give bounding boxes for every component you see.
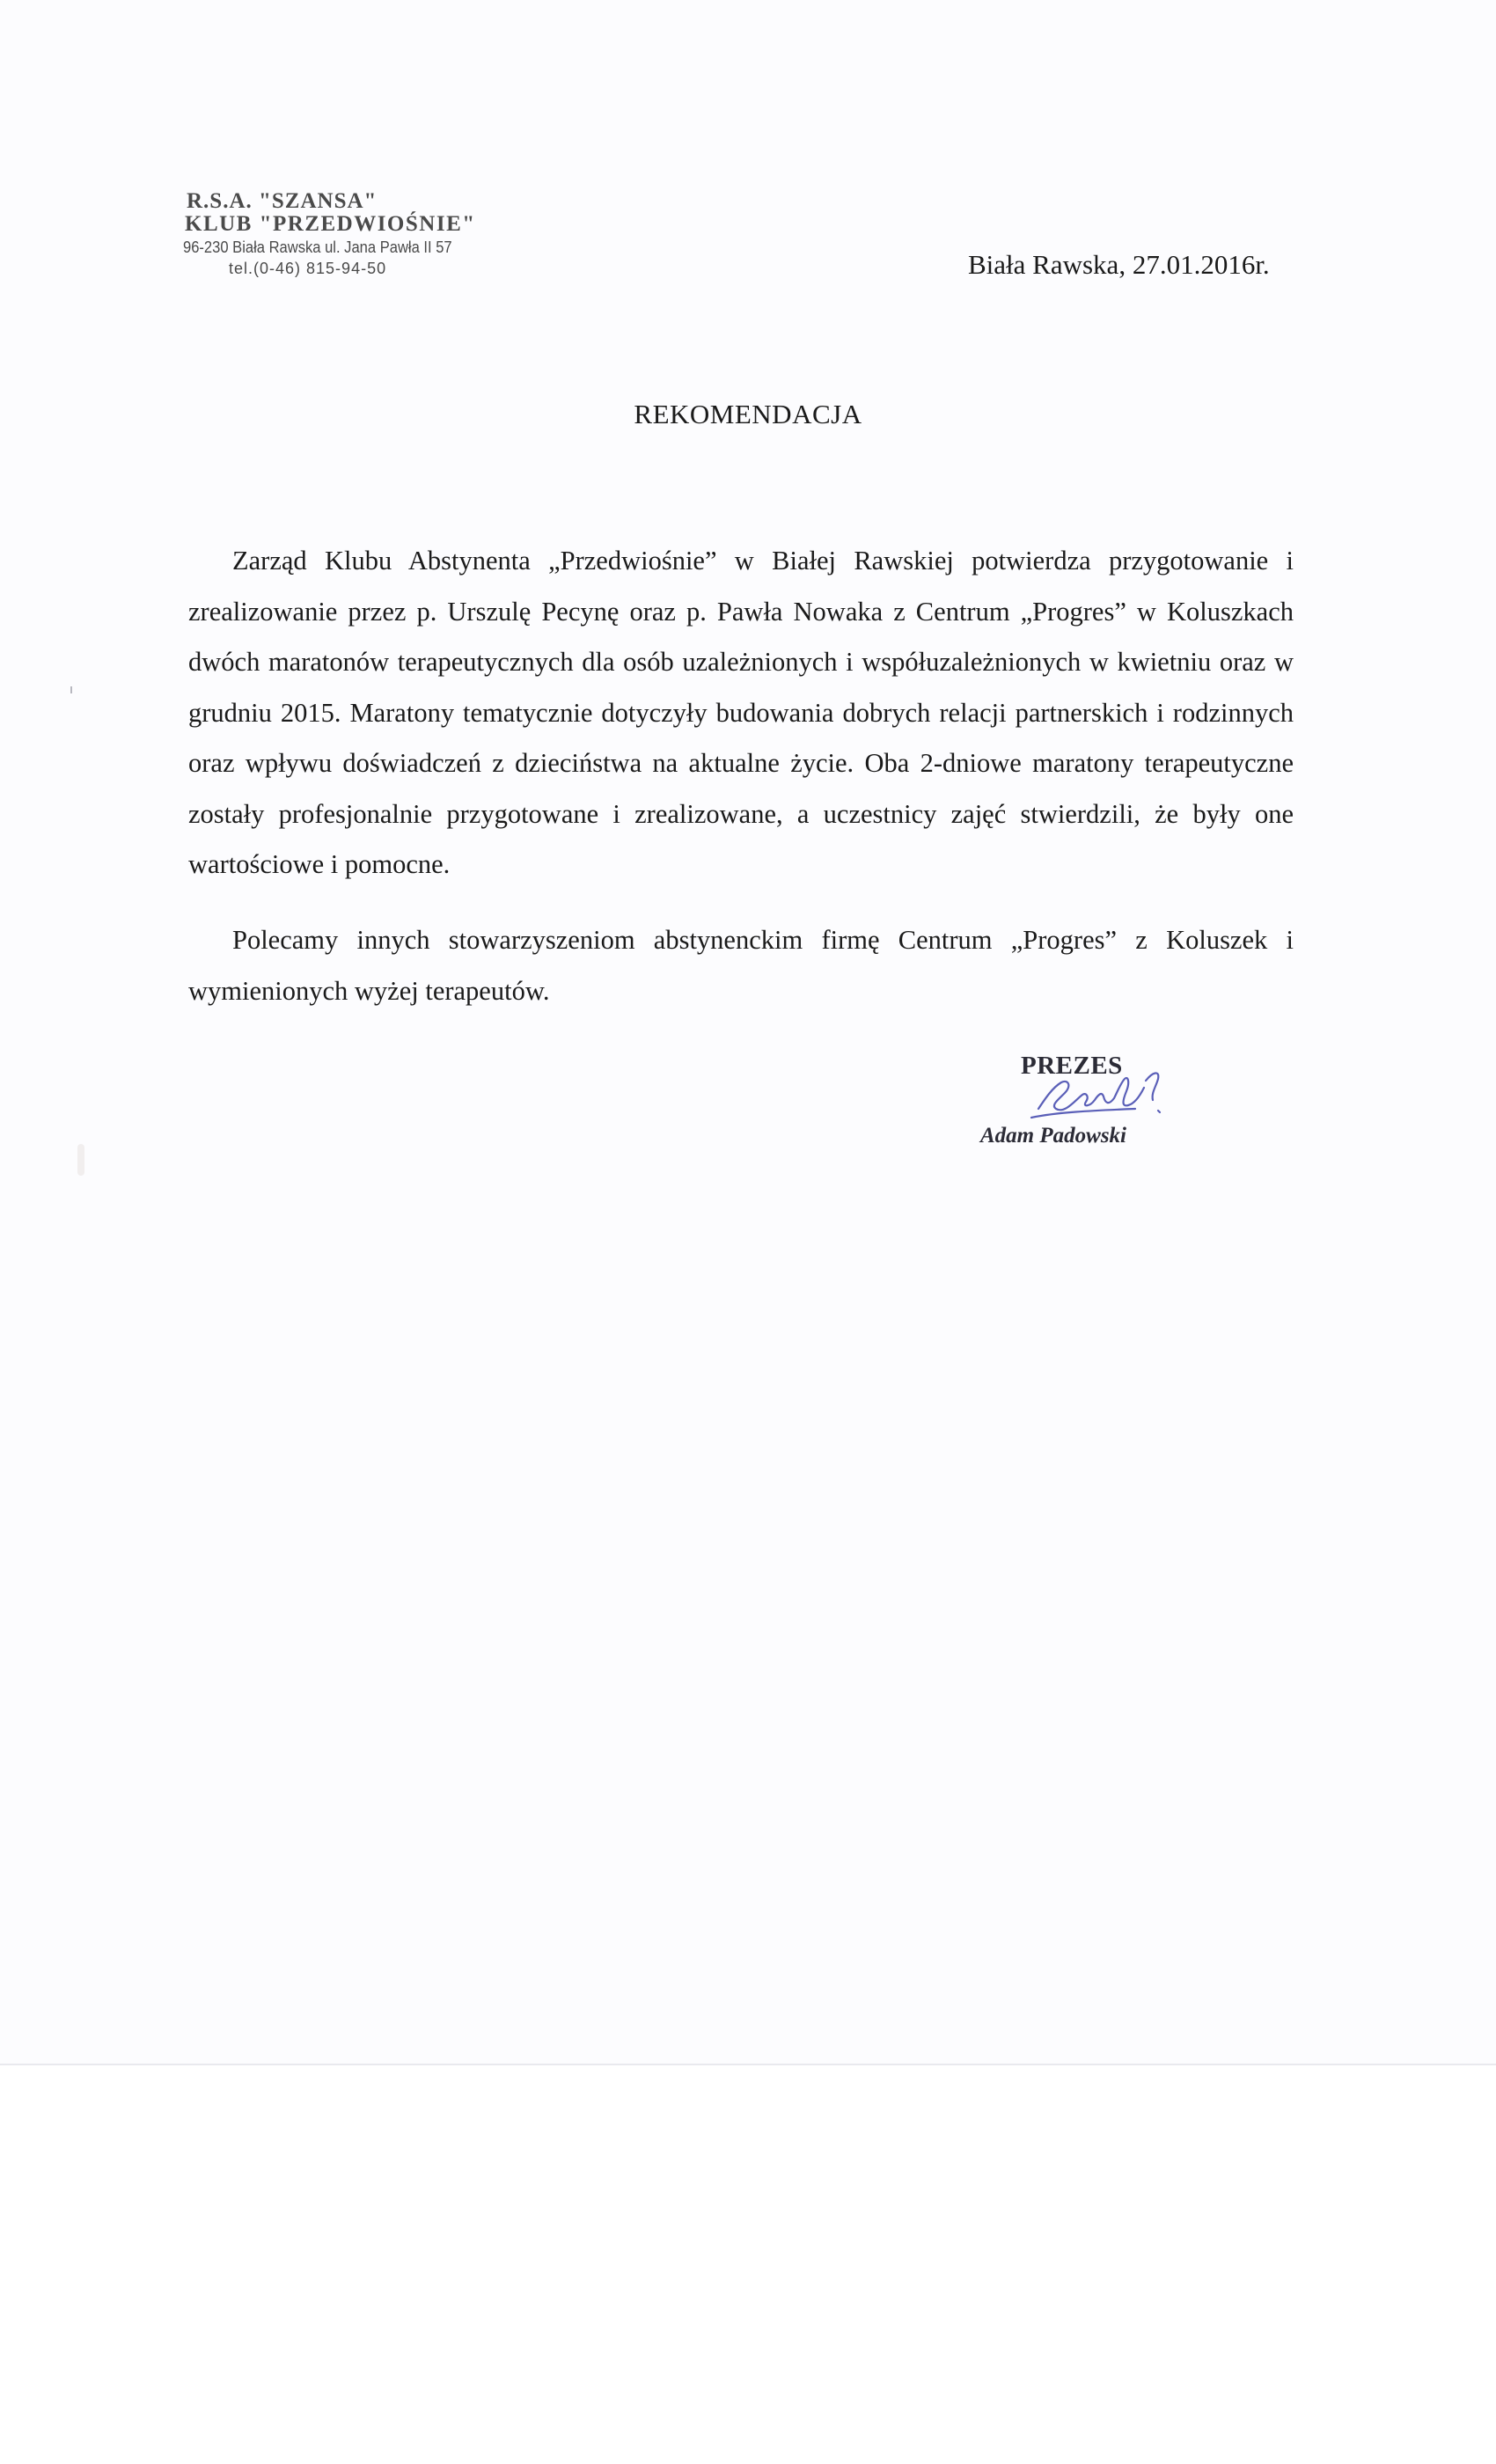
- signature-title: PREZES: [1021, 1052, 1123, 1080]
- stamp-line-organization: R.S.A. "SZANSA": [187, 189, 378, 213]
- body-paragraph-1: Zarząd Klubu Abstynenta „Przedwiośnie” w Białej Rawskiej potwierdza przygotowanie i zrealizowanie przez p. Urszulę Pecynę oraz p. Pawła Nowaka z Centrum „Progres” w Koluszkach dwóch maratonów terapeutycznych dla osób uzależnionych i współuzależnionych w kwietniu oraz w grudniu 2015. Maratony tematycznie dotyczyły budowania dobrych relacji partnerskich i rodzinnych oraz wpływu doświadczeń z dzieciństwa na aktualne życie. Oba 2-dniowe maratony terapeutyczne zostały profesjonalnie przygotowane i zrealizowane, a uczestnicy zajęć stwierdzili, że były one wartościowe i pomocne.: [188, 546, 1294, 879]
- signature-name: Adam Padowski: [980, 1124, 1126, 1148]
- letter-date: Biała Rawska, 27.01.2016r.: [968, 249, 1270, 280]
- scan-smudge: [77, 1144, 84, 1176]
- signature-block: [968, 1038, 1197, 1153]
- stamp-line-club: KLUB "PRZEDWIOŚNIE": [185, 212, 476, 236]
- club-stamp: [141, 189, 546, 286]
- letter-title: REKOMENDACJA: [634, 399, 862, 429]
- body-paragraph-2: Polecamy innych stowarzyszeniom abstynenckim firmę Centrum „Progres” z Koluszek i wymienionych wyżej terapeutów.: [188, 925, 1294, 1006]
- scan-mark: [70, 686, 72, 693]
- stamp-line-address: 96-230 Biała Rawska ul. Jana Pawła II 57: [183, 238, 452, 256]
- scan-edge: [0, 2064, 1496, 2065]
- handwritten-signature: [1021, 1056, 1170, 1131]
- stamp-line-phone: tel.(0-46) 815-94-50: [229, 260, 387, 277]
